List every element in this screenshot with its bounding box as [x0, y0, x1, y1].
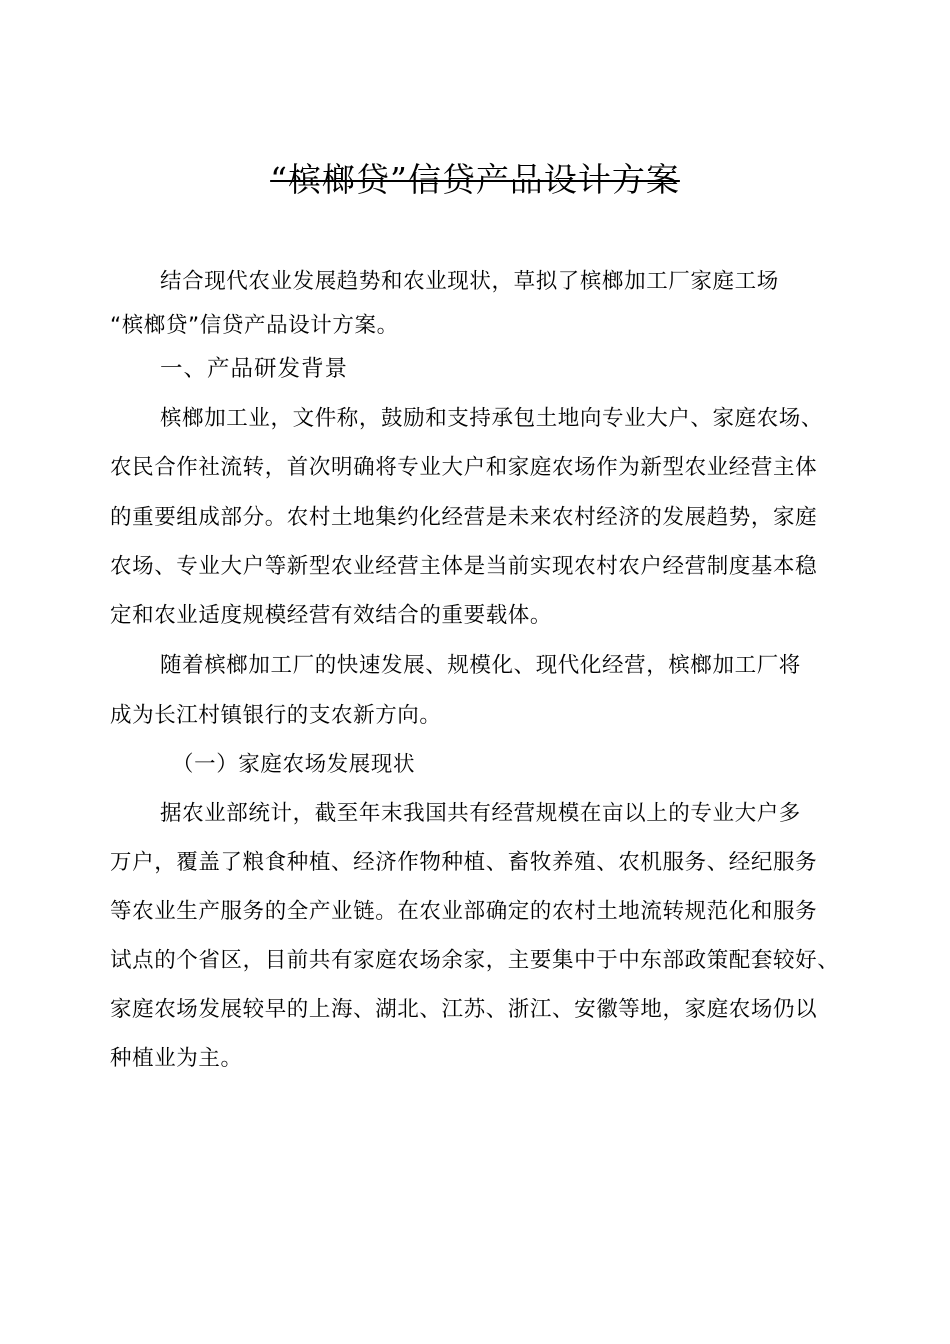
subsection-paragraph-line-1: 据农业部统计，截至年末我国共有经营规模在亩以上的专业大户多 [160, 801, 801, 826]
paragraph2-line-1: 随着槟榔加工厂的快速发展、规模化、现代化经营，槟榔加工厂将 [160, 653, 801, 678]
document-title [0, 158, 950, 202]
intro-line-1: 结合现代农业发展趋势和农业现状，草拟了槟榔加工厂家庭工场 [160, 269, 779, 294]
subsection-paragraph-line-5: 家庭农场发展较早的上海、湖北、江苏、浙江、安徽等地，家庭农场仍以 [110, 997, 818, 1022]
paragraph1-line-5: 定和农业适度规模经营有效结合的重要载体。 [110, 603, 553, 628]
subsection-paragraph-line-4: 试点的个省区，目前共有家庭农场余家，主要集中于中东部政策配套较好、 [110, 948, 840, 973]
paragraph2-line-2: 成为长江村镇银行的支农新方向。 [110, 703, 442, 728]
section-heading: 一、产品研发背景 [160, 356, 349, 382]
paragraph1-line-3: 的重要组成部分。农村土地集约化经营是未来农村经济的发展趋势，家庭 [110, 505, 818, 530]
intro-line-2: “槟榔贷”信贷产品设计方案。 [110, 313, 399, 338]
document-title-text: “槟榔贷”信贷产品设计方案 [270, 160, 680, 199]
paragraph1-line-1: 槟榔加工业，文件称，鼓励和支持承包土地向专业大户、家庭农场、 [160, 406, 824, 431]
subsection-paragraph-line-3: 等农业生产服务的全产业链。在农业部确定的农村土地流转规范化和服务 [110, 899, 818, 924]
subsection-paragraph-line-2: 万户，覆盖了粮食种植、经济作物种植、畜牧养殖、农机服务、经纪服务 [110, 850, 818, 875]
subsection-paragraph-line-6: 种植业为主。 [110, 1046, 243, 1071]
paragraph1-line-2: 农民合作社流转，首次明确将专业大户和家庭农场作为新型农业经营主体 [110, 455, 818, 480]
subsection-heading: （一）家庭农场发展现状 [172, 752, 416, 777]
paragraph1-line-4: 农场、专业大户等新型农业经营主体是当前实现农村农户经营制度基本稳 [110, 554, 818, 579]
